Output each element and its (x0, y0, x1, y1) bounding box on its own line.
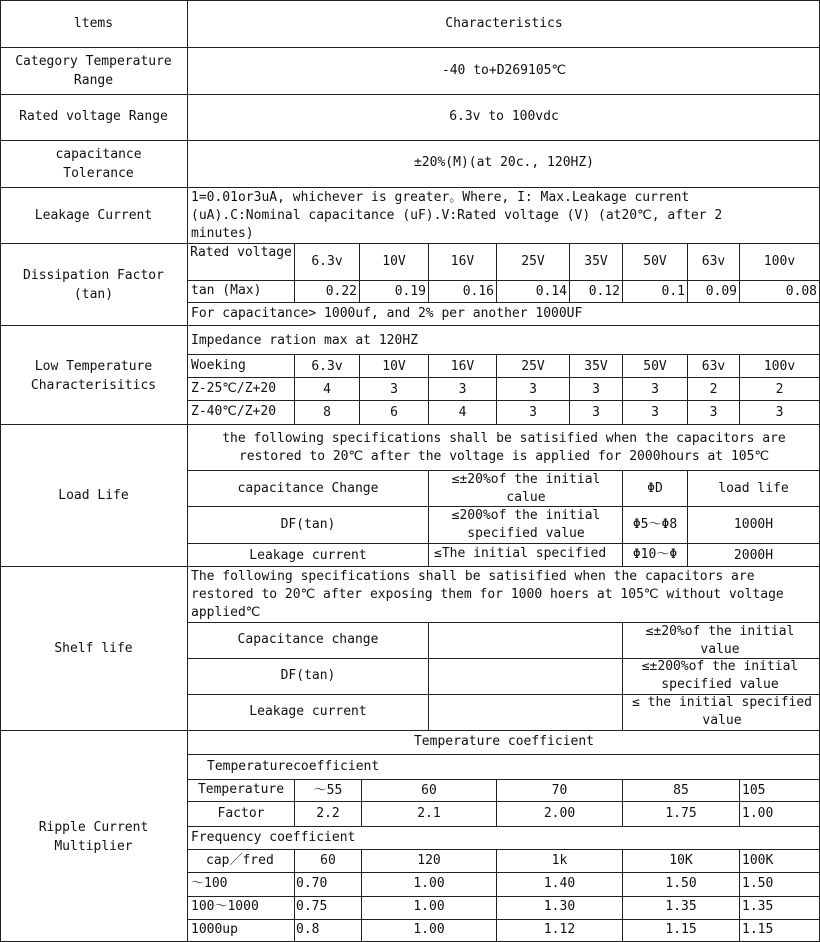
voltage-cell: 10V (382, 254, 406, 269)
z40-cell: 3 (592, 405, 600, 420)
temp-range-label: Category Temperature Range (15, 54, 172, 88)
tan-cell: 0.08 (785, 284, 817, 299)
low-temp-title: Impedance ration max at 120HZ (191, 333, 418, 348)
ripple-value-cell: 1.40 (543, 876, 576, 891)
voltage-cell: 35V (584, 359, 608, 374)
low-temp-row1-head: Z-25℃/Z+20 (191, 381, 277, 396)
load-leak-value: ≤The initial specified (434, 546, 607, 561)
ripple-value-cell: 1.35 (665, 899, 697, 914)
factor-cell: 2.00 (543, 806, 576, 821)
ripple-value-cell: 1.15 (742, 922, 774, 937)
factor-cell: 2.1 (417, 806, 441, 821)
freq-cell: 10K (669, 853, 693, 868)
tan-cell: 0.16 (462, 284, 494, 299)
voltage-cell: 50V (643, 359, 667, 374)
voltage-cell: 50V (643, 254, 667, 269)
shelf-life-label: Shelf life (54, 641, 133, 656)
voltage-label: Rated voltage Range (19, 109, 168, 124)
voltage-cell: 16V (450, 359, 475, 374)
ripple-title: Temperature coefficient (413, 734, 594, 749)
tolerance-label: capacitance Tolerance (55, 147, 142, 181)
voltage-cell: 35V (584, 254, 608, 269)
ripple-value-cell: 1.00 (413, 899, 445, 914)
z40-cell: 8 (323, 405, 331, 420)
shelf-intro2: restored to 20℃ after exposing them for 1000 hoers at 105℃ without voltage (191, 587, 784, 602)
z40-cell: 3 (651, 405, 659, 420)
voltage-cell: 25V (521, 254, 545, 269)
freq-cell: 1k (551, 853, 568, 868)
low-temp-label: Low Temperature Characterisitics (30, 359, 157, 393)
ripple-value-cell: 0.75 (296, 899, 328, 914)
temp-cell: 70 (551, 783, 568, 798)
load-phi-range1: Φ5～Φ8 (632, 517, 678, 532)
voltage-cell: 16V (450, 254, 475, 269)
freq-cell: 60 (320, 853, 336, 868)
ripple-value-cell: 1.00 (413, 922, 445, 937)
ripple-value-cell: 0.70 (296, 876, 328, 891)
dissipation-tan-head: tan (Max) (191, 283, 262, 298)
voltage-cell: 6.3v (311, 359, 343, 374)
temp-range-value: -40 to+D269105℃ (441, 63, 567, 78)
freq-cell: 120 (417, 853, 441, 868)
shelf-cap-value: ≤±20%of the initial value (645, 624, 795, 657)
temp-cell: ～55 (313, 783, 343, 798)
z25-cell: 3 (390, 382, 398, 397)
ripple-cap-cell: ～100 (191, 876, 228, 891)
shelf-intro3: applied℃ (191, 605, 261, 620)
header-items: ltems (73, 16, 114, 31)
tan-cell: 0.22 (325, 284, 357, 299)
z25-cell: 3 (529, 382, 537, 397)
tan-cell: 0.1 (661, 284, 685, 299)
leakage-line2: (uA).C:Nominal capacitance (uF).V:Rated voltage (V) (at20℃, after 2 (191, 208, 723, 223)
shelf-df: DF(tan) (280, 668, 336, 683)
voltage-cell: 6.3v (311, 254, 343, 269)
ripple-value-cell: 0.8 (296, 922, 320, 937)
dissipation-label: Dissipation Factor (tan) (23, 268, 164, 302)
voltage-value: 6.3v to 100vdc (449, 109, 559, 124)
load-life-intro2: restored to 20℃ after the voltage is applied for 2000hours at 105℃ (238, 449, 770, 464)
voltage-cell: 63v (701, 359, 726, 374)
leakage-line3: minutes) (191, 226, 254, 241)
load-leak: Leakage current (249, 548, 367, 563)
shelf-leak: Leakage current (249, 704, 367, 719)
z40-cell: 4 (458, 405, 467, 420)
temp-cell: 85 (673, 783, 689, 798)
load-cap-change: capacitance Change (237, 481, 379, 496)
voltage-cell: 100v (763, 254, 796, 269)
load-life-label: Load Life (58, 488, 129, 503)
load-cap-value: ≤±20%of the initial calue (451, 472, 601, 505)
z25-cell: 2 (775, 382, 784, 397)
ripple-value-cell: 1.50 (742, 876, 774, 891)
ripple-value-cell: 1.30 (543, 899, 576, 914)
z25-cell: 3 (592, 382, 600, 397)
ripple-cap-cell: 100～1000 (191, 899, 259, 914)
ripple-value-cell: 1.15 (665, 922, 697, 937)
ripple-cap-cell: 1000up (191, 922, 238, 937)
load-hours1: 1000H (733, 517, 774, 532)
z25-cell: 3 (458, 382, 467, 397)
load-df: DF(tan) (280, 517, 336, 532)
low-temp-working-head: Woeking (191, 358, 246, 373)
load-phi-range2: Φ10～Φ (632, 547, 678, 562)
tan-cell: 0.09 (705, 284, 737, 299)
ripple-freq-head: cap／fred (206, 853, 274, 868)
load-life-head: load life (718, 481, 789, 496)
ripple-value-cell: 1.00 (413, 876, 445, 891)
ripple-temp-head: Temperature (197, 782, 285, 797)
load-df-value: ≤200%of the initial specified value (451, 508, 601, 541)
z25-cell: 3 (651, 382, 659, 397)
dissipation-voltage-head: Rated voltage (190, 245, 292, 260)
shelf-cap-change: Capacitance change (237, 632, 379, 647)
z25-cell: 2 (709, 382, 718, 397)
leakage-label: Leakage Current (34, 208, 153, 223)
tan-cell: 0.19 (394, 284, 426, 299)
z25-cell: 4 (323, 382, 331, 397)
voltage-cell: 25V (521, 359, 545, 374)
tolerance-value: ±20%(M)(at 20c., 120HZ) (413, 155, 594, 170)
temp-cell: 60 (421, 783, 437, 798)
ripple-value-cell: 1.35 (742, 899, 774, 914)
tan-cell: 0.12 (588, 284, 620, 299)
leakage-line1: 1=0.01or3uA, whichever is greater。Where, I: Max.Leakage current (191, 190, 690, 205)
z40-cell: 3 (709, 405, 718, 420)
z40-cell: 3 (775, 405, 784, 420)
low-temp-row2-head: Z-40℃/Z+20 (191, 404, 277, 419)
ripple-freq-label: Frequency coefficient (191, 830, 356, 845)
shelf-intro1: The following specifications shall be satisified when the capacitors are (191, 569, 755, 584)
factor-cell: 2.2 (316, 806, 340, 821)
factor-cell: 1.00 (742, 806, 774, 821)
factor-cell: 1.75 (665, 806, 697, 821)
z40-cell: 6 (390, 405, 398, 420)
load-phi-d: ΦD (647, 481, 663, 496)
freq-cell: 100K (742, 853, 774, 868)
dissipation-note: For capacitance> 1000uf, and 2% per another 1000UF (191, 306, 583, 321)
ripple-value-cell: 1.50 (665, 876, 697, 891)
voltage-cell: 63v (701, 254, 726, 269)
load-life-intro1: the following specifications shall be satisified when the capacitors are (222, 431, 786, 446)
ripple-temp-coef-label: Temperaturecoefficient (207, 759, 380, 774)
shelf-df-value: ≤±200%of the initial specified value (641, 659, 799, 692)
z40-cell: 3 (529, 405, 537, 420)
shelf-leak-value: ≤ the initial specified value (631, 695, 812, 728)
ripple-factor-head: Factor (217, 806, 265, 821)
voltage-cell: 100v (763, 359, 796, 374)
tan-cell: 0.14 (535, 284, 567, 299)
header-characteristics: Characteristics (445, 16, 563, 31)
load-hours2: 2000H (733, 548, 774, 563)
temp-cell: 105 (742, 783, 766, 798)
ripple-label: Ripple Current Multiplier (38, 820, 149, 854)
ripple-value-cell: 1.12 (543, 922, 576, 937)
voltage-cell: 10V (382, 359, 406, 374)
